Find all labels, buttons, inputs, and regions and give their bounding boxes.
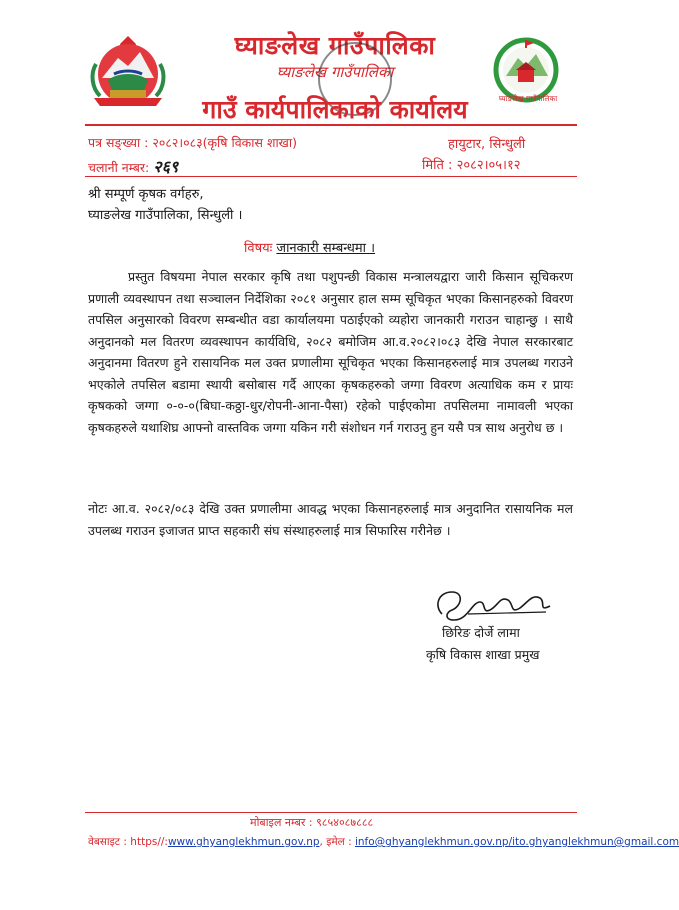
letter-date: मिति : २०८२।०५।१२ xyxy=(422,158,521,173)
header-divider xyxy=(85,124,577,126)
recipient-line-2: घ्याङलेख गाउँपालिका, सिन्धुली । xyxy=(88,208,243,223)
office-location: हायुटार, सिन्धुली xyxy=(448,137,526,152)
website-label: वेबसाइट : https//: xyxy=(88,836,168,848)
subject-line xyxy=(244,238,375,256)
subject-text: जानकारी सम्बन्धमा । xyxy=(276,241,376,256)
email-label: , इमेल : xyxy=(319,836,352,848)
footer-contact xyxy=(88,835,679,849)
dispatch-label: चलानी नम्बर: xyxy=(88,160,150,175)
signatory-name: छिरिङ दोर्जे लामा xyxy=(442,625,520,640)
footer-mobile: मोबाइल नम्बर : ९८५४०८७८८८ xyxy=(250,816,374,829)
website-link[interactable]: www.ghyanglekhmun.gov.np xyxy=(167,836,320,848)
dispatch-number: २६९ xyxy=(153,157,179,176)
office-name: गाउँ कार्यपालिकाको कार्यालय xyxy=(202,95,468,124)
meta-divider xyxy=(85,176,577,177)
note-paragraph: नोटः आ.व. २०८२/०८३ देखि उक्त प्रणालीमा आवद्ध भएका किसानहरुलाई मात्र अनुदानित रासायनिक मल उपलब्ध गराउन इजाजत प्राप्त सहकारी संघ संस्थाहरुलाई मात्र सिफारिस गरीनेछ । xyxy=(88,501,573,538)
email-link-secondary[interactable]: /ito.ghyanglekhmun@gmail.com xyxy=(508,836,679,848)
municipality-name-secondary: घ्याङलेख गाउँपालिका xyxy=(276,63,394,81)
reference-number: पत्र सङ्ख्या : २०८२।०८३(कृषि विकास शाखा) xyxy=(88,135,298,150)
dispatch-row xyxy=(88,155,178,177)
signatory-position: कृषि विकास शाखा प्रमुख xyxy=(426,647,540,662)
recipient-line-1: श्री सम्पूर्ण कृषक वर्गहरु, xyxy=(88,187,204,202)
body-paragraph: प्रस्तुत विषयमा नेपाल सरकार कृषि तथा पशुपन्छी विकास मन्त्रालयद्वारा जारी किसान सूचिकरण प्रणाली व्यवस्थापन तथा सञ्चालन निर्देशिका २०८१ अनुसार हाल सम्म सूचिकृत भएका किसानहरुको विवरण तपसिल अनुसारको विवरण सम्बन्धीत वडा कार्यालयमा पठाईएको व्यहोरा जानकारी गराउन चाहान्छु । साथै अनुदानको मल वितरण व्यवस्थापन कार्यविधि, २०८२ बमोजिम आ.व.२०८२।०८३ देखि नेपाल सरकारबाट अनुदानमा वितरण हुने रासायनिक मल उक्त प्रणालीमा सूचिकृत भएका किसानहरुलाई मात्र उपलब्ध गराउने भएकोले तपसिल बडामा स्थायी बसोबास गर्दै आएका कृषकहरुको जग्गा विवरण अत्याधिक कम र प्रायः कृषकको जग्गा ०-०-०(बिघा-कठ्ठा-धुर/रोपनी-आना-पैसा) रहेको पाईएकोमा तपसिलमा नामावली भएका कृषकहरुले यथाशिघ्र आफ्नो वास्तविक जग्गा यकिन गरी संशोधन गर्न गराउनु हुन यसै पत्र साथ अनुरोध छ । xyxy=(88,269,573,435)
footer-divider xyxy=(85,812,577,813)
logo-caption: घ्याङलेख गाउँपालिका xyxy=(498,94,558,103)
email-link-primary[interactable]: info@ghyanglekhmun.gov.np xyxy=(354,836,509,848)
municipality-name: घ्याङलेख गाउँपालिका xyxy=(234,31,436,60)
subject-label: विषयः xyxy=(244,241,273,256)
